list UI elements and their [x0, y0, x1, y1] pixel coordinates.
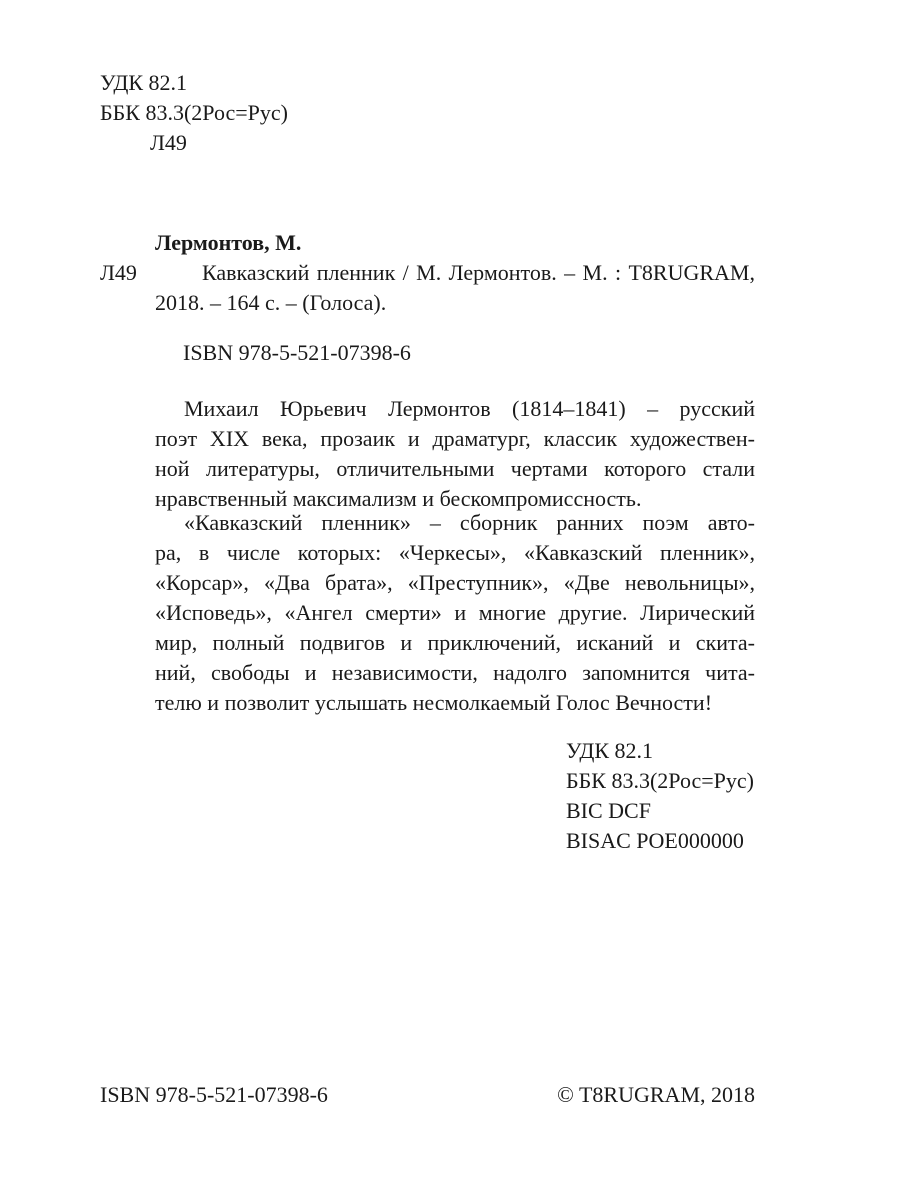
top-author-mark: Л49	[150, 130, 187, 155]
annotation-line: «Корсар», «Два брата», «Преступник», «Две невольницы»,	[155, 570, 755, 595]
classification-udk: УДК 82.1	[566, 738, 654, 763]
annotation-paragraph-1	[155, 394, 755, 514]
catalog-title-block	[155, 258, 755, 318]
annotation-line: телю и позволит услышать несмолкаемый Голос Вечности!	[155, 690, 713, 715]
author-heading: Лермонтов, М.	[155, 230, 302, 255]
annotation-line: «Кавказский пленник» – сборник ранних поэм авто-	[184, 510, 755, 535]
annotation-line: «Исповедь», «Ангел смерти» и многие другие. Лирический	[155, 600, 755, 625]
top-bbk-code: ББК 83.3(2Рос=Рус)	[100, 100, 288, 125]
catalog-imprint-line: 2018. – 164 с. – (Голоса).	[155, 290, 387, 315]
annotation-line: ра, в числе которых: «Черкесы», «Кавказский пленник»,	[155, 540, 755, 565]
annotation-line: Михаил Юрьевич Лермонтов (1814–1841) – русский	[184, 396, 755, 421]
footer-isbn: ISBN 978-5-521-07398-6	[100, 1082, 328, 1107]
annotation-line: ной литературы, отличительными чертами которого стали	[155, 456, 755, 481]
annotation-line: нравственный максимализм и бескомпромиссность.	[155, 486, 642, 511]
annotation-paragraph-2	[155, 508, 755, 718]
classification-bisac: BISAC POE000000	[566, 828, 744, 853]
annotation-line: ний, свободы и независимости, надолго запомнится чита-	[155, 660, 755, 685]
annotation-line: мир, полный подвигов и приключений, исканий и скита-	[155, 630, 755, 655]
top-udk-code: УДК 82.1	[100, 70, 188, 95]
footer-copyright: © T8RUGRAM, 2018	[557, 1082, 755, 1107]
classification-bbk: ББК 83.3(2Рос=Рус)	[566, 768, 754, 793]
catalog-isbn: ISBN 978-5-521-07398-6	[183, 340, 411, 365]
classification-bic: BIC DCF	[566, 798, 651, 823]
catalog-title-line: Кавказский пленник / М. Лермонтов. – М. : T8RUGRAM,	[202, 260, 755, 285]
annotation-line: поэт XIX века, прозаик и драматург, классик художествен-	[155, 426, 755, 451]
catalog-author-mark: Л49	[100, 260, 137, 285]
